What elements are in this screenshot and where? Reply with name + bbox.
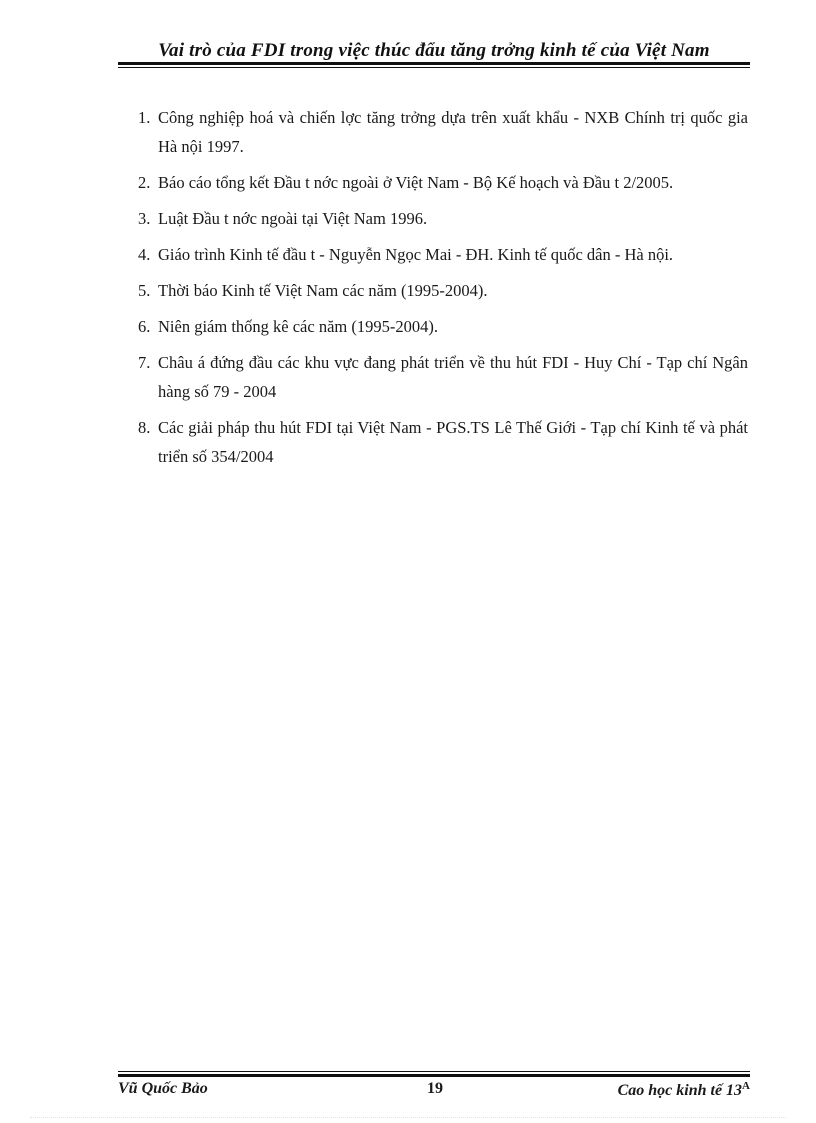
reference-text: Thời báo Kinh tế Việt Nam các năm (1995-2004). [158, 281, 488, 300]
reference-number: 8. [138, 418, 151, 437]
reference-number: 1. [138, 108, 151, 127]
footer-course-text: Cao học kinh tế 13 [617, 1082, 743, 1099]
footer-course [618, 1080, 750, 1100]
reference-text: Niên giám thống kê các năm (1995-2004). [158, 317, 438, 336]
reference-list [138, 103, 748, 478]
reference-item-4 [138, 240, 748, 269]
reference-number: 6. [138, 317, 151, 336]
reference-number: 7. [138, 353, 151, 372]
bottom-dotted-rule [30, 1117, 786, 1118]
reference-text: Báo cáo tổng kết Đầu t nớc ngoài ở Việt Nam - Bộ Kế hoạch và Đầu t 2/2005. [158, 173, 674, 192]
reference-text: Giáo trình Kinh tế đầu t - Nguyễn Ngọc Mai - ĐH. Kinh tế quốc dân - Hà nội. [158, 245, 674, 264]
reference-number: 5. [138, 281, 151, 300]
reference-number: 4. [138, 245, 151, 264]
footer-rule-thin [118, 1071, 750, 1072]
footer-rule-thick [118, 1074, 750, 1077]
header-rule-thick [118, 62, 750, 65]
reference-item-7 [138, 348, 748, 406]
footer-page-number: 19 [427, 1080, 443, 1097]
reference-text: Công nghiệp hoá và chiến lợc tăng trởng dựa trên xuất khẩu - NXB Chính trị quốc gia Hà nội 1997. [158, 108, 748, 156]
reference-text: Luật Đầu t nớc ngoài tại Việt Nam 1996. [158, 209, 428, 228]
reference-item-1 [138, 103, 748, 161]
reference-item-2 [138, 168, 748, 197]
reference-text: Các giải pháp thu hút FDI tại Việt Nam - PGS.TS Lê Thế Giới - Tạp chí Kinh tế và phát triển số 354/2004 [158, 418, 748, 466]
running-header-title: Vai trò của FDI trong việc thúc đẩu tăng trởng kinh tế của Việt Nam [158, 40, 710, 61]
footer-course-superscript: A [742, 1080, 750, 1092]
reference-item-5 [138, 276, 748, 305]
reference-number: 3. [138, 209, 151, 228]
reference-text: Châu á đứng đầu các khu vực đang phát triển về thu hút FDI - Huy Chí - Tạp chí Ngân hàng số 79 - 2004 [158, 353, 748, 401]
footer-author: Vũ Quốc Bảo [118, 1080, 208, 1097]
reference-item-3 [138, 204, 748, 233]
reference-number: 2. [138, 173, 151, 192]
reference-item-6 [138, 312, 748, 341]
header-rule-thin [118, 67, 750, 68]
reference-item-8 [138, 413, 748, 471]
